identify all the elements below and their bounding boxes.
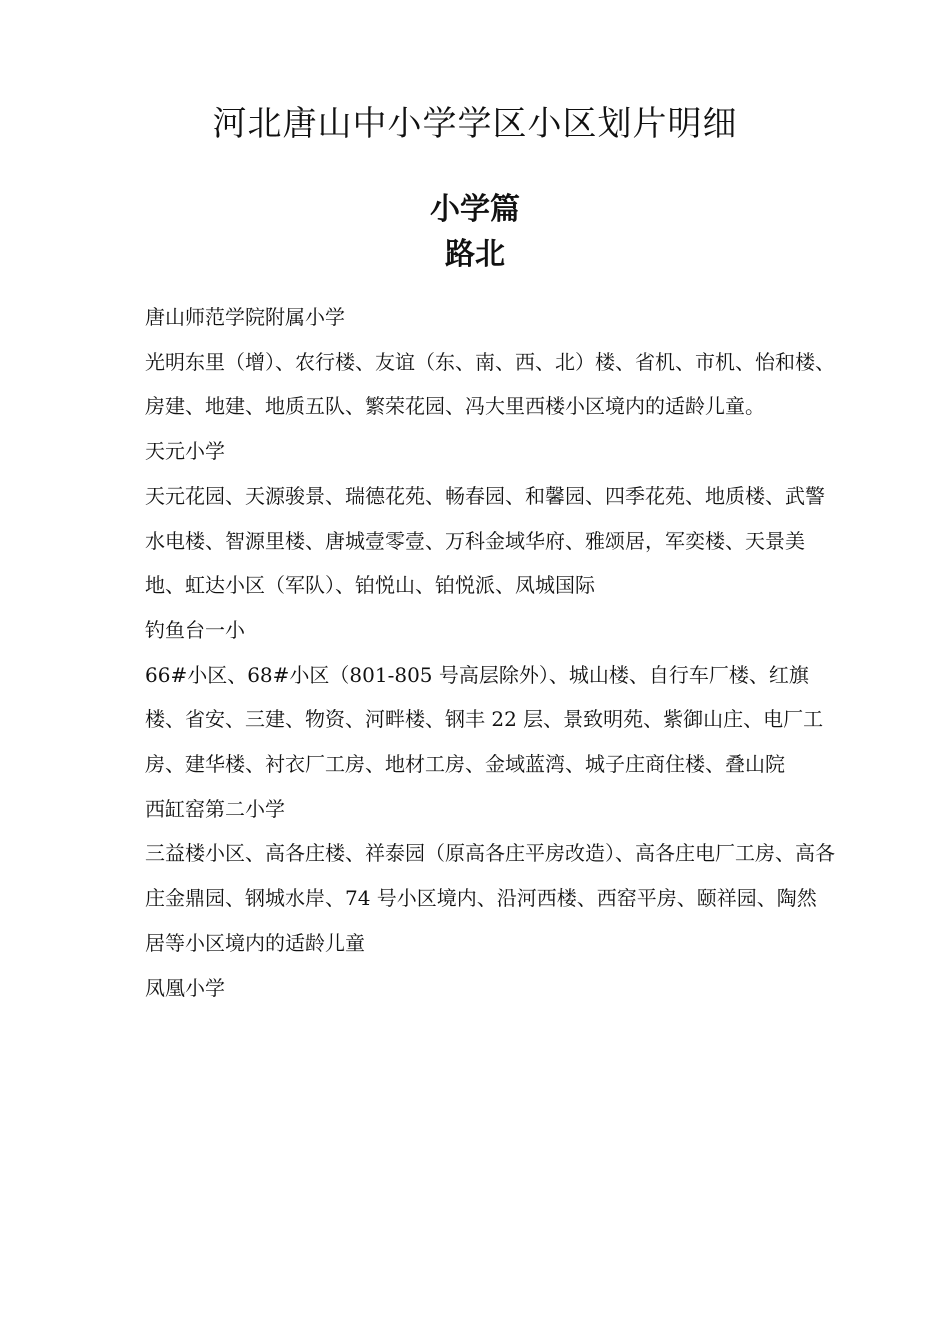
school-area: 66#小区、68#小区（801-805 号高层除外）、城山楼、自行车厂楼、红旗楼、省安、三建、物资、河畔楼、钢丰 22 层、景致明苑、紫御山庄、电厂工房、建华楼、衬衣厂工房、地材工房、金域蓝湾、城子庄商住楼、叠山院: [145, 662, 824, 777]
school-list: [145, 295, 835, 1010]
school-name: 钓鱼台一小: [145, 617, 245, 642]
section-heading: 小学篇: [430, 192, 520, 227]
school-name: 唐山师范学院附属小学: [145, 305, 345, 329]
school-name: 凤凰小学: [145, 975, 225, 1000]
school-area: 三益楼小区、高各庄楼、祥泰园（原高各庄平房改造）、高各庄电厂工房、高各庄金鼎园、钢城水岸、74 号小区境内、沿河西楼、西窑平房、颐祥园、陶然居等小区境内的适龄儿童: [145, 841, 835, 955]
school-name: 西缸窑第二小学: [145, 796, 285, 821]
document-title: 河北唐山中小学学区小区划片明细: [212, 104, 738, 144]
school-area: 光明东里（增）、农行楼、友谊（东、南、西、北）楼、省机、市机、怡和楼、房建、地建、地质五队、繁荣花园、冯大里西楼小区境内的适龄儿童。: [145, 349, 835, 419]
school-name: 天元小学: [145, 439, 225, 464]
school-area: 天元花园、天源骏景、瑞德花苑、畅春园、和馨园、四季花苑、地质楼、武警水电楼、智源里楼、唐城壹零壹、万科金域华府、雅颂居，军奕楼、天景美地、虹达小区（军队）、铂悦山、铂悦派、凤城国际: [145, 483, 825, 598]
district-heading: 路北: [445, 237, 505, 272]
